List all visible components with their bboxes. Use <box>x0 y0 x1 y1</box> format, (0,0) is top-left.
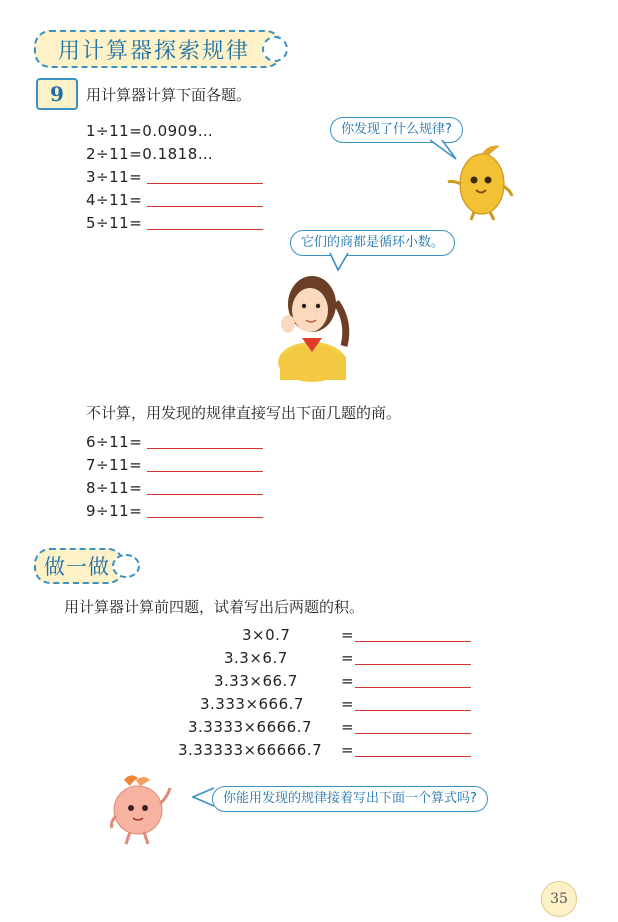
equation-5: 5÷11= <box>86 214 143 232</box>
expression-6: 3.33333×66666.7 <box>178 741 323 759</box>
expression-5: 3.3333×6666.7 <box>188 718 313 736</box>
peach-mascot-illustration <box>100 770 180 850</box>
equals-sign-4: = <box>341 695 355 713</box>
equals-sign-1: = <box>341 626 355 644</box>
equation-4: 4÷11= <box>86 191 143 209</box>
equation-8: 8÷11= <box>86 479 143 497</box>
equation-9: 9÷11= <box>86 502 143 520</box>
product-answer-line-4[interactable] <box>355 710 471 711</box>
equals-sign-5: = <box>341 718 355 736</box>
answer-line-3[interactable] <box>147 183 263 184</box>
expression-3: 3.33×66.7 <box>214 672 298 690</box>
girl-illustration <box>262 262 362 382</box>
section-title: 用计算器探索规律 <box>58 39 251 64</box>
practice-title: 做一做 <box>44 555 110 579</box>
equation-7: 7÷11= <box>86 456 143 474</box>
practice-banner-end <box>112 554 140 578</box>
expression-4: 3.333×666.7 <box>200 695 304 713</box>
answer-line-4[interactable] <box>147 206 263 207</box>
answer-line-8[interactable] <box>147 494 263 495</box>
expression-2: 3.3×6.7 <box>224 649 288 667</box>
equation-3: 3÷11= <box>86 168 143 186</box>
equals-sign-3: = <box>341 672 355 690</box>
example-instruction-2: 不计算，用发现的规律直接写出下面几题的商。 <box>86 404 402 422</box>
banner-end-decoration <box>262 36 288 62</box>
answer-line-5[interactable] <box>147 229 263 230</box>
product-answer-line-3[interactable] <box>355 687 471 688</box>
example-instruction: 用计算器计算下面各题。 <box>86 86 252 104</box>
speech-bubble-answer: 它们的商都是循环小数。 <box>290 230 455 256</box>
equation-6: 6÷11= <box>86 433 143 451</box>
equation-1: 1÷11=0.0909… <box>86 122 214 140</box>
product-answer-line-2[interactable] <box>355 664 471 665</box>
product-answer-line-5[interactable] <box>355 733 471 734</box>
expression-1: 3×0.7 <box>242 626 291 644</box>
potato-mascot-illustration <box>444 140 516 222</box>
answer-line-6[interactable] <box>147 448 263 449</box>
product-answer-line-6[interactable] <box>355 756 471 757</box>
speech-bubble-practice: 你能用发现的规律接着写出下面一个算式吗? <box>212 786 488 812</box>
equals-sign-6: = <box>341 741 355 759</box>
speech-bubble-question: 你发现了什么规律? <box>330 117 463 143</box>
answer-line-7[interactable] <box>147 471 263 472</box>
practice-instruction: 用计算器计算前四题，试着写出后两题的积。 <box>64 598 365 616</box>
answer-line-9[interactable] <box>147 517 263 518</box>
equation-2: 2÷11=0.1818… <box>86 145 214 163</box>
product-answer-line-1[interactable] <box>355 641 471 642</box>
example-number-badge: 9 <box>36 78 78 110</box>
equals-sign-2: = <box>341 649 355 667</box>
page-number: 35 <box>541 881 577 917</box>
